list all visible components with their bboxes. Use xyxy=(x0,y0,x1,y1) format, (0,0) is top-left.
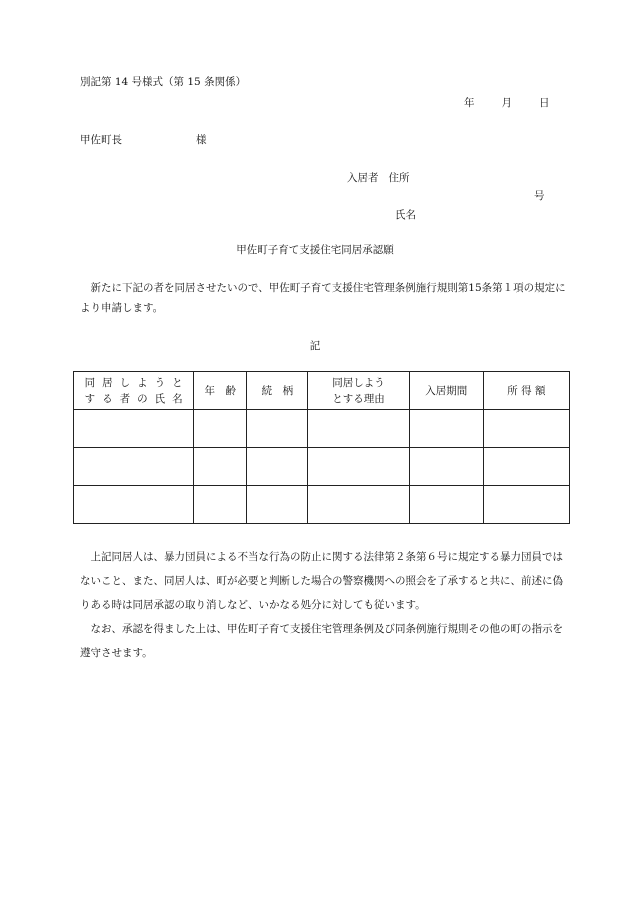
date-month-label: 月 xyxy=(501,97,512,109)
header-cohabitant-name xyxy=(74,372,194,410)
header-period: 入居期間 xyxy=(409,372,483,410)
cell-reason[interactable] xyxy=(308,486,409,524)
header-relationship: 続 柄 xyxy=(247,372,308,410)
declaration-paragraph: 上記同居人は、暴力団員による不当な行為の防止に関する法律第２条第６号に規定する暴力団員ではないこと、また、同居人は、町が必要と判断した場合の警察機関への照会を了承すると共に、前述に偽りある時は同居承認の取り消しなど、いかなる処分に対しても従います。 xyxy=(80,551,563,611)
cell-period[interactable] xyxy=(409,410,483,448)
cell-period[interactable] xyxy=(409,486,483,524)
cell-name[interactable] xyxy=(74,410,194,448)
cell-name[interactable] xyxy=(74,448,194,486)
addressee-name: 甲佐町長 xyxy=(80,134,122,146)
cell-reason[interactable] xyxy=(308,410,409,448)
cell-income[interactable] xyxy=(483,486,569,524)
cell-income[interactable] xyxy=(483,448,569,486)
applicant-name-label: 氏名 xyxy=(395,209,416,221)
cell-relationship[interactable] xyxy=(247,448,308,486)
compliance-paragraph: なお、承認を得ました上は、甲佐町子育て支援住宅管理条例及び同条例施行規則その他の町の指示を遵守させます。 xyxy=(80,623,563,659)
cell-income[interactable] xyxy=(483,410,569,448)
header-age: 年 齢 xyxy=(194,372,247,410)
form-number: 別記第 14 号様式（第 15 条関係） xyxy=(80,76,247,88)
applicant-address-label: 住所 xyxy=(388,172,410,184)
cell-age[interactable] xyxy=(194,410,247,448)
cell-period[interactable] xyxy=(409,448,483,486)
table-row xyxy=(74,486,570,524)
addressee-honorific: 様 xyxy=(196,134,207,146)
header-income: 所 得 額 xyxy=(483,372,569,410)
cell-age[interactable] xyxy=(194,448,247,486)
date-day-label: 日 xyxy=(539,97,550,109)
table-row xyxy=(74,410,570,448)
date-line xyxy=(464,95,550,110)
cell-name[interactable] xyxy=(74,486,194,524)
table-row xyxy=(74,448,570,486)
cohabitant-table xyxy=(73,371,570,524)
header-reason-line2: とする理由 xyxy=(332,392,385,405)
document-title: 甲佐町子育て支援住宅同居承認願 xyxy=(236,244,394,256)
cell-relationship[interactable] xyxy=(247,410,308,448)
cell-relationship[interactable] xyxy=(247,486,308,524)
cell-reason[interactable] xyxy=(308,448,409,486)
date-year-label: 年 xyxy=(464,97,475,109)
table-header-row xyxy=(74,372,570,410)
ki-heading: 記 xyxy=(309,340,321,352)
header-name-line2: する者の氏名 xyxy=(84,392,190,405)
header-name-line1: 同居しようと xyxy=(84,376,190,389)
cell-age[interactable] xyxy=(194,486,247,524)
applicant-address-line xyxy=(347,170,410,185)
header-reason xyxy=(308,372,409,410)
applicant-label: 入居者 xyxy=(347,172,379,184)
header-reason-line1: 同居しよう xyxy=(332,376,385,389)
room-number-suffix: 号 xyxy=(534,190,545,202)
intro-paragraph: 新たに下記の者を同居させたいので、甲佐町子育て支援住宅管理条例施行規則第15条第１項の規定により申請します。 xyxy=(80,282,566,314)
